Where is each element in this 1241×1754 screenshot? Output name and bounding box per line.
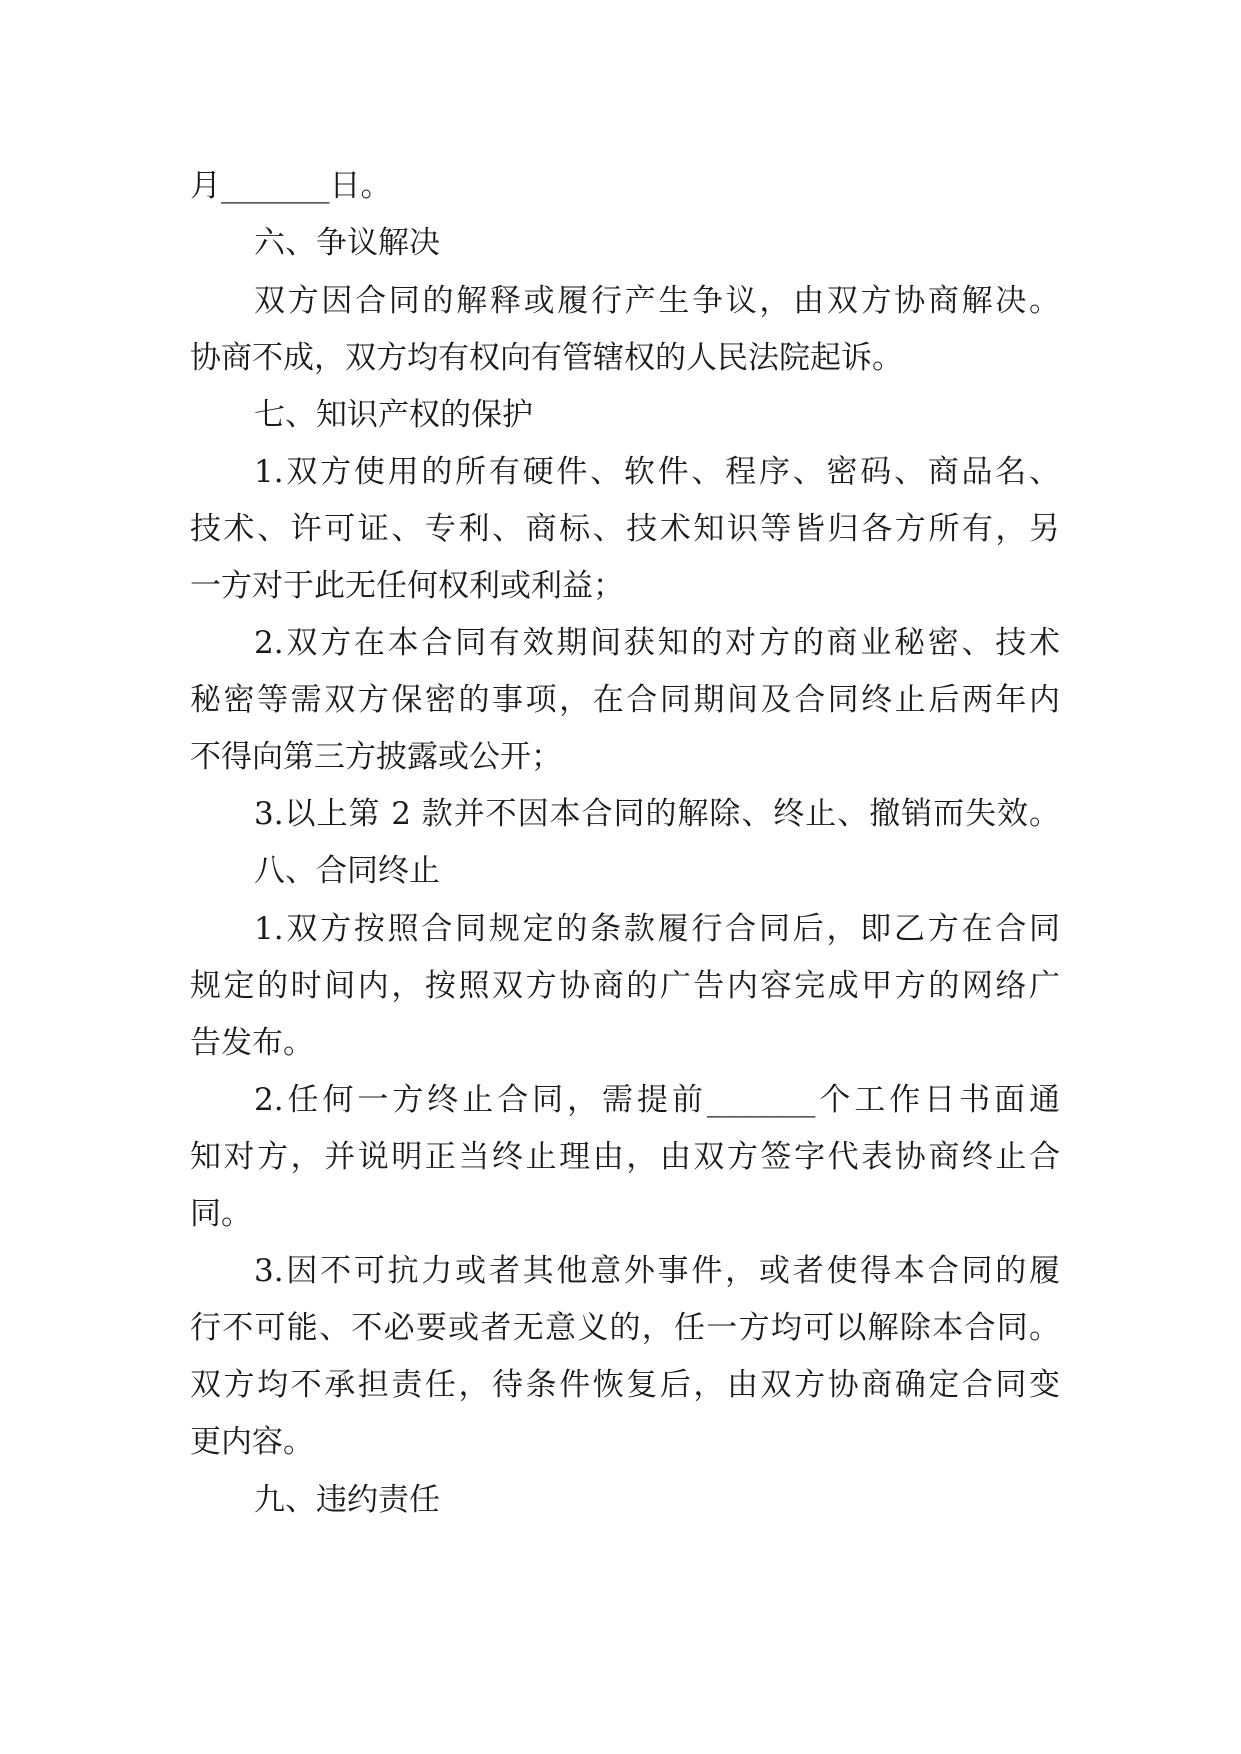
paragraph-line: 秘密等需双方保密的事项，在合同期间及合同终止后两年内: [190, 682, 1060, 718]
paragraph-line: 3.以上第 2 款并不因本合同的解除、终止、撤销而失效。: [254, 796, 1060, 832]
paragraph-line: 1.双方使用的所有硬件、软件、程序、密码、商品名、: [254, 454, 1060, 490]
paragraph-line: 3.因不可抗力或者其他意外事件，或者使得本合同的履: [254, 1253, 1060, 1289]
paragraph-line: 技术、许可证、专利、商标、技术知识等皆归各方所有，另: [190, 511, 1060, 547]
section-heading-dispute: 六、争议解决: [254, 225, 440, 261]
paragraph-line: 同。: [190, 1196, 252, 1232]
paragraph-line: 不得向第三方披露或公开；: [190, 739, 562, 775]
paragraph-line: 1.双方按照合同规定的条款履行合同后，即乙方在合同: [254, 911, 1060, 947]
paragraph-line: 规定的时间内，按照双方协商的广告内容完成甲方的网络广: [190, 968, 1060, 1004]
paragraph-line: 双方均不承担责任，待条件恢复后，由双方协商确定合同变: [190, 1367, 1060, 1403]
paragraph-line: 协商不成，双方均有权向有管辖权的人民法院起诉。: [190, 340, 903, 376]
paragraph-line: 一方对于此无任何权利或利益；: [190, 568, 624, 604]
paragraph-line: 告发布。: [190, 1025, 314, 1061]
paragraph-line: 2.双方在本合同有效期间获知的对方的商业秘密、技术: [254, 625, 1060, 661]
paragraph-line: 知对方，并说明正当终止理由，由双方签字代表协商终止合: [190, 1139, 1060, 1175]
text-line-date-end: 月_______日。: [190, 168, 392, 204]
paragraph-line: 行不可能、不必要或者无意义的，任一方均可以解除本合同。: [190, 1310, 1060, 1346]
paragraph-line: 更内容。: [190, 1424, 314, 1460]
paragraph-line: 双方因合同的解释或履行产生争议，由双方协商解决。: [254, 283, 1060, 319]
section-heading-termination: 八、合同终止: [254, 853, 440, 889]
section-heading-liability: 九、违约责任: [254, 1482, 440, 1518]
paragraph-line: 2.任何一方终止合同，需提前_______个工作日书面通: [254, 1082, 1060, 1118]
section-heading-ip: 七、知识产权的保护: [254, 397, 533, 433]
